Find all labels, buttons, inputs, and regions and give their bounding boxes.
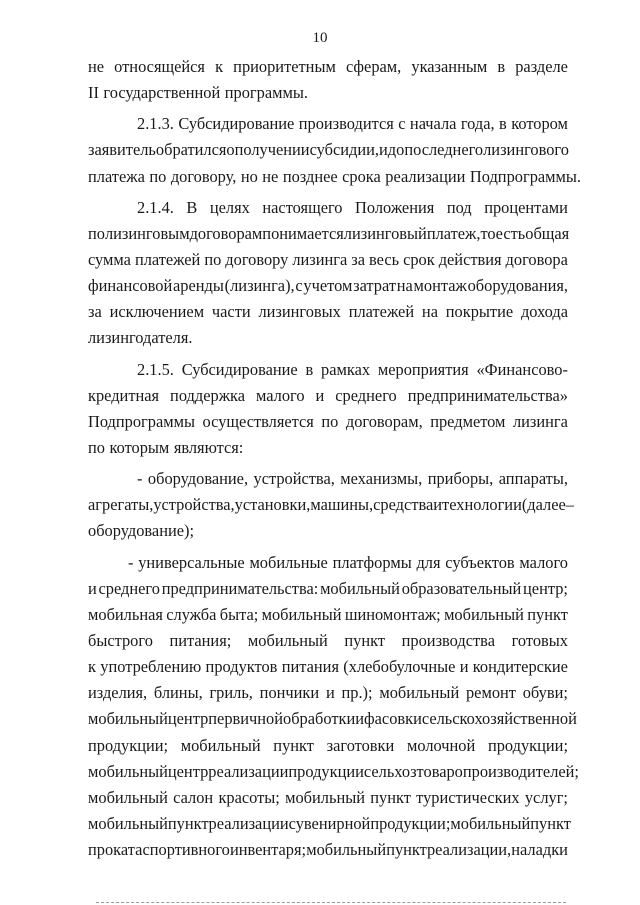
word: являются:: [173, 437, 244, 457]
word: в: [497, 57, 506, 76]
word: под: [446, 197, 472, 217]
scan-edge-line: [96, 902, 566, 903]
word: –: [565, 495, 574, 515]
word: служба: [166, 604, 217, 624]
word: лизингодателя.: [88, 328, 193, 348]
word: по: [88, 223, 105, 243]
word: мобильный: [88, 709, 168, 729]
word: -: [137, 469, 143, 489]
word: наладки: [511, 840, 568, 860]
word: кондитерские: [472, 657, 568, 677]
word: 2.1.4.: [137, 197, 174, 217]
word: осуществляется: [202, 411, 314, 431]
word: мобильный: [88, 813, 168, 833]
text-line: [88, 80, 568, 106]
word: но: [240, 166, 258, 186]
text-line: [88, 680, 568, 706]
word: мобильный: [306, 840, 387, 860]
word: финансовой: [88, 276, 173, 296]
text-line: [88, 837, 568, 863]
word: мобильные: [249, 552, 328, 572]
word: сувенирной: [288, 813, 371, 833]
word: малого: [519, 552, 568, 572]
word: срок: [403, 249, 435, 269]
word: продукции;: [370, 813, 451, 833]
word: продукции;: [487, 735, 568, 755]
word: -: [128, 552, 134, 572]
word: на: [396, 276, 413, 296]
word: рамках: [321, 359, 371, 379]
word: мобильный: [88, 787, 168, 807]
word: употреблению: [100, 657, 202, 677]
word: продуктов: [205, 657, 278, 677]
word: производится: [298, 114, 394, 134]
word: позднее: [282, 166, 338, 186]
word: последнего: [404, 140, 484, 160]
word: покрытие: [445, 302, 514, 322]
word: кредитная: [88, 385, 160, 405]
word: (лизинга),: [224, 276, 295, 296]
text-line: [88, 654, 568, 680]
text-line: [88, 811, 571, 837]
word: мобильный: [320, 578, 400, 598]
word: пункт: [167, 813, 209, 833]
word: лизинговый: [343, 223, 427, 243]
word: для: [416, 552, 441, 572]
word: платформы: [332, 552, 412, 572]
word: готовых: [511, 630, 568, 650]
word: действия: [438, 249, 502, 269]
word: платежей: [134, 249, 201, 269]
word: программы.: [224, 83, 308, 103]
word: на: [421, 302, 438, 322]
word: субъектов: [445, 552, 515, 572]
word: котором: [511, 114, 568, 134]
word: и: [325, 683, 335, 703]
word: оборудование,: [147, 469, 249, 489]
word: договорам: [189, 223, 263, 243]
word: обуви;: [522, 683, 568, 703]
word: по: [321, 411, 339, 431]
word: Субсидирование: [178, 114, 295, 134]
text-line: [88, 759, 579, 785]
word: которым: [109, 437, 170, 457]
word: установки,: [234, 495, 311, 515]
word: платежей: [348, 302, 415, 322]
text-line: [88, 435, 568, 461]
word: и: [88, 578, 97, 598]
word: пончики: [259, 683, 320, 703]
word: Подпрограммы: [88, 411, 196, 431]
word: пр.);: [341, 683, 373, 703]
word: с: [295, 276, 303, 296]
word: устройства,: [153, 495, 235, 515]
word: шиномонтаж;: [344, 604, 441, 624]
word: обратился: [155, 140, 227, 160]
word: предпринимательства:: [161, 578, 319, 598]
word: реализации,: [426, 840, 512, 860]
word: процентами: [484, 197, 568, 217]
word: дохода: [520, 302, 568, 322]
word: и: [459, 657, 469, 677]
word: сферам,: [345, 57, 402, 76]
text-line: [88, 706, 577, 732]
word: мобильный: [379, 683, 460, 703]
word: пункт: [370, 787, 411, 807]
word: средства: [373, 495, 434, 515]
text-line: [88, 325, 568, 351]
word: договору,: [170, 166, 237, 186]
word: образовательный: [401, 578, 522, 598]
text-line: [88, 164, 582, 190]
page-number: 10: [312, 30, 328, 46]
word: фасовки: [364, 709, 422, 729]
word: машины,: [310, 495, 374, 515]
text-line: [88, 602, 568, 628]
word: целях: [209, 197, 250, 217]
word: реализации: [208, 761, 289, 781]
word: мобильный: [247, 630, 328, 650]
text-line: [88, 628, 568, 654]
word: Субсидирование: [181, 359, 298, 379]
word: субсидии,: [309, 140, 379, 160]
text-line: [88, 195, 568, 221]
word: среднего: [98, 578, 160, 598]
word: то: [480, 223, 496, 243]
word: пункт: [273, 735, 314, 755]
word: гриль,: [209, 683, 253, 703]
word: туристических: [416, 787, 520, 807]
text-line: [88, 785, 568, 811]
word: (хлебобулочные: [343, 657, 456, 677]
word: мобильная: [88, 604, 163, 624]
word: в: [305, 359, 314, 379]
word: о: [226, 140, 235, 160]
word: затрат: [353, 276, 396, 296]
word: разделе: [515, 57, 568, 76]
word: настоящего: [262, 197, 343, 217]
word: Подпрограммы.: [469, 166, 582, 186]
word: части: [211, 302, 251, 322]
word: мобильный: [444, 604, 524, 624]
word: понимается: [262, 223, 344, 243]
word: и: [355, 709, 365, 729]
text-line: [88, 492, 574, 518]
text-line: [88, 299, 568, 325]
text-line: [88, 137, 568, 163]
word: услуг;: [524, 787, 568, 807]
word: среднего: [335, 385, 397, 405]
word: и: [379, 140, 388, 160]
word: по: [88, 437, 105, 457]
word: первичной: [208, 709, 284, 729]
word: реализации: [208, 813, 289, 833]
word: лизингового: [483, 140, 569, 160]
text-line: [88, 733, 568, 759]
word: приоритетным: [233, 57, 336, 76]
word: и: [433, 495, 443, 515]
word: спортивного: [142, 840, 230, 860]
word: заготовки: [326, 735, 395, 755]
text-line: [88, 383, 568, 409]
word: мобильный: [88, 761, 168, 781]
word: за: [88, 302, 102, 322]
word: питания: [281, 657, 339, 677]
text-line: [88, 409, 568, 435]
word: за: [351, 249, 366, 269]
word: инвентаря;: [229, 840, 307, 860]
word: лизинга: [512, 411, 568, 431]
word: центр: [167, 761, 209, 781]
word: пункт: [344, 630, 386, 650]
word: по: [149, 166, 167, 186]
word: учетом: [303, 276, 353, 296]
word: мобильный: [450, 813, 531, 833]
word: 2.1.5.: [137, 359, 174, 379]
word: механизмы,: [340, 469, 423, 489]
word: центр: [167, 709, 209, 729]
text-line: [88, 357, 568, 383]
word: агрегаты,: [88, 495, 154, 515]
word: (далее: [521, 495, 566, 515]
word: мобильный: [285, 787, 365, 807]
word: в: [499, 114, 507, 134]
word: быта;: [219, 604, 259, 624]
word: сельскохозяйственной: [421, 709, 577, 729]
word: срока: [342, 166, 381, 186]
word: малого: [255, 385, 305, 405]
word: с: [398, 114, 406, 134]
word: приборы,: [427, 469, 494, 489]
word: проката: [88, 840, 143, 860]
word: лизинга: [292, 249, 348, 269]
word: получении: [234, 140, 310, 160]
text-line: [88, 54, 568, 80]
text-line: [88, 518, 568, 544]
word: красоты;: [218, 787, 280, 807]
word: сельхозтоваропроизводителей;: [363, 761, 579, 781]
word: центр;: [523, 578, 568, 598]
word: лизинговых: [258, 302, 341, 322]
word: молочной: [406, 735, 476, 755]
word: аренды: [173, 276, 224, 296]
word: сумма: [88, 249, 131, 269]
word: относящейся: [114, 57, 205, 76]
word: и: [315, 385, 325, 405]
word: производства: [401, 630, 495, 650]
word: монтаж: [413, 276, 467, 296]
text-line: [88, 247, 568, 273]
word: блины,: [153, 683, 203, 703]
word: устройства,: [253, 469, 335, 489]
word: года,: [460, 114, 495, 134]
word: до: [387, 140, 405, 160]
word: пункт: [386, 840, 427, 860]
word: исключением: [109, 302, 205, 322]
word: договора: [505, 249, 568, 269]
word: предметом: [430, 411, 506, 431]
word: есть: [495, 223, 526, 243]
document-body: [88, 54, 582, 863]
word: аппараты,: [498, 469, 568, 489]
word: пункт: [530, 813, 571, 833]
word: к: [88, 657, 96, 677]
text-line: [88, 576, 568, 602]
word: В: [186, 197, 198, 217]
word: продукции;: [88, 735, 169, 755]
word: по: [204, 249, 222, 269]
word: изделия,: [88, 683, 148, 703]
word: технологии: [442, 495, 522, 515]
word: продукции: [288, 761, 364, 781]
text-line: [88, 273, 568, 299]
word: не: [88, 57, 105, 76]
text-line: [88, 111, 568, 137]
word: не: [262, 166, 279, 186]
word: обработки: [283, 709, 356, 729]
text-line: [88, 221, 568, 247]
word: заявитель: [88, 140, 156, 160]
word: весь: [369, 249, 400, 269]
word: указанным: [411, 57, 488, 76]
word: мобильный: [180, 735, 261, 755]
word: салон: [173, 787, 214, 807]
word: Положения: [355, 197, 435, 217]
word: лизинговым: [104, 223, 190, 243]
text-line: [88, 550, 568, 576]
word: к: [215, 57, 224, 76]
word: оборудования,: [467, 276, 568, 296]
word: универсальные: [138, 552, 245, 572]
word: ремонт: [465, 683, 516, 703]
word: быстрого: [88, 630, 153, 650]
word: начала: [409, 114, 457, 134]
word: оборудование);: [88, 521, 195, 541]
word: питания;: [169, 630, 232, 650]
word: пункт: [527, 604, 568, 624]
word: платежа: [88, 166, 145, 186]
word: общая: [525, 223, 570, 243]
word: 2.1.3.: [137, 114, 174, 134]
word: мобильный: [261, 604, 342, 624]
word: реализации: [385, 166, 466, 186]
word: мероприятия: [377, 359, 469, 379]
word: платеж,: [426, 223, 481, 243]
word: поддержка: [170, 385, 246, 405]
word: «Финансово-: [476, 359, 568, 379]
word: II: [88, 83, 99, 103]
word: договорам,: [345, 411, 423, 431]
word: государственной: [103, 83, 221, 103]
word: договору: [225, 249, 289, 269]
text-line: [88, 466, 568, 492]
word: предпринимательства»: [407, 385, 568, 405]
